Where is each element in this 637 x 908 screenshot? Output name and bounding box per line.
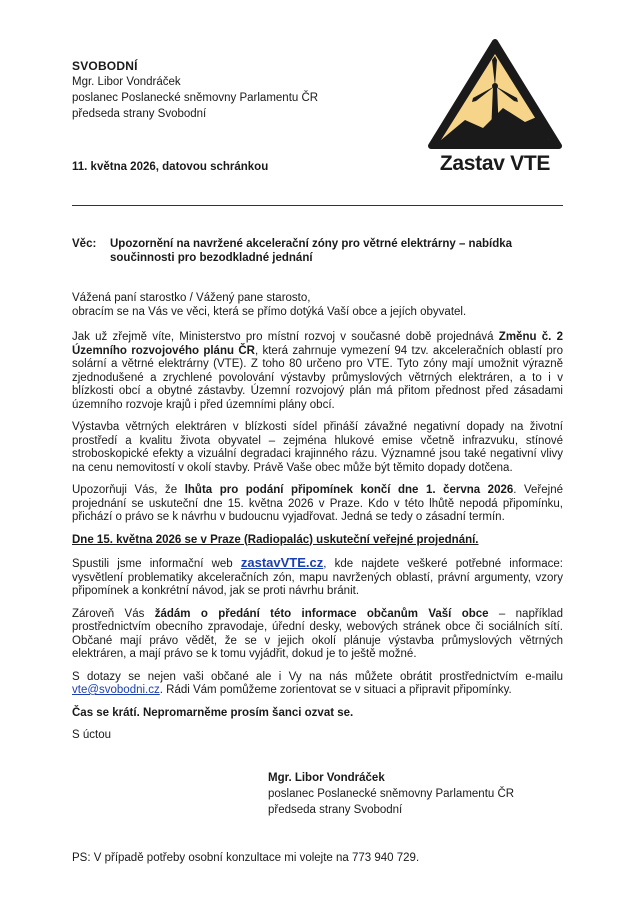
website-link[interactable]: zastavVTE.cz	[240, 555, 324, 570]
sender-name: Mgr. Libor Vondráček	[72, 76, 181, 88]
p1-bold: Změnu č. 2 Územního rozvojového plánu ČR	[72, 331, 563, 357]
p3-bold: lhůta pro podání připomínek končí dne 1. června 2026	[184, 484, 514, 496]
greeting	[72, 292, 563, 319]
p1-text-c: , která zahrnuje vymezení 94 tzv. akceleračních oblastí pro solární a větrné elektrárny (VTE). Z toho 80 určeno pro VTE. Tyto zóny mají umožnit výrazně zjednodušené a zrychlené povolování výstavby průmyslových větrných elektráren, a to i v blízkosti obcí a obytné zástavby. Územní rozvojový plán má přitom přednost před zásadami územního rozvoje krajů i před územními plány obcí.	[72, 344, 563, 411]
p6-bold: žádám o předání této informace občanům Vaší obce	[154, 607, 489, 620]
p4-underlined: Dne 15. května 2026 se v Praze (Radiopalác) uskuteční veřejné projednání.	[72, 533, 479, 546]
greeting-line-1: Vážená paní starostko / Vážený pane starosto,	[72, 292, 311, 304]
wind-turbine-warning-icon	[425, 36, 565, 154]
paragraph-6	[72, 608, 563, 662]
party-name: SVOBODNÍ	[72, 59, 138, 73]
signature-name: Mgr. Libor Vondráček	[268, 772, 385, 784]
sender-role-2: předseda strany Svobodní	[72, 108, 207, 120]
p3-text-c: . Veřejné projednání se uskuteční dne 15. května 2026 v Praze. Kdo v této lhůtě nepodá připomínku, přichází o právo se k návrhu v budoucnu vyjadřovat. Jedná se tedy o zásadní termín.	[72, 484, 564, 523]
sender-role-1: poslanec Poslanecké sněmovny Parlamentu ČR	[72, 92, 319, 104]
postscript: PS: V případě potřeby osobní konzultace mi volejte na 773 940 729.	[72, 852, 420, 864]
p3-text-a: Upozorňuji Vás, že	[72, 484, 185, 496]
sender-header	[72, 58, 318, 122]
paragraph-3	[72, 484, 563, 525]
paragraph-7	[72, 671, 563, 698]
closing: S úctou	[72, 729, 111, 741]
paragraph-4	[72, 534, 563, 548]
p6-text-c: – například prostřednictvím obecního zpravodaje, úřední desky, webových stránek obce či sociálních sítí. Občané mají právo vědět, že se v jejich okolí plánuje výstavba průmyslových větrných elektráren, a mají právo se k tomu vyjádřit, dokud je to ještě možné.	[72, 607, 563, 660]
subject-text: Upozornění na navržené akcelerační zóny pro větrné elektrárny – nabídka součinnosti pro bezodkladné jednání	[110, 238, 513, 264]
paragraph-8	[72, 707, 563, 721]
logo-text: Zastav VTE	[439, 152, 551, 175]
signature-role-1: poslanec Poslanecké sněmovny Parlamentu ČR	[268, 788, 515, 800]
p1-text-a: Jak už zřejmě víte, Ministerstvo pro místní rozvoj v současné době projednává	[72, 331, 499, 343]
subject-line	[72, 237, 563, 265]
signature-role-2: předseda strany Svobodní	[268, 804, 403, 816]
zastav-vte-logo	[425, 36, 565, 181]
p5-text-a: Spustili jsme informační web	[72, 558, 241, 570]
letter-date: 11. května 2026, datovou schránkou	[72, 161, 269, 173]
p5-text-c: , kde najdete veškeré potřebné informace: vysvětlení problematiky akceleračních zón, mapu navržených oblastí, právní argumenty, vzory připomínek a konkrétní návod, jak se proti návrhu bránit.	[72, 558, 563, 597]
paragraph-1	[72, 331, 563, 412]
p7-text-c: . Rádi Vám pomůžeme zorientovat se v situaci a připravit připomínky.	[159, 684, 512, 696]
greeting-line-2: obracím se na Vás ve věci, která se přímo dotýká Vaší obce a jejích obyvatel.	[72, 305, 467, 318]
email-link[interactable]: vte@svobodni.cz	[72, 684, 160, 696]
signature-block	[268, 770, 514, 818]
header-divider	[72, 205, 563, 206]
paragraph-5	[72, 556, 563, 599]
subject-label: Věc:	[72, 238, 97, 250]
letter-body	[72, 292, 563, 752]
p6-text-a: Zároveň Vás	[72, 607, 155, 620]
paragraph-2: Výstavba větrných elektráren v blízkosti sídel přináší závažné negativní dopady na životní prostředí a kvalitu života obyvatel – zejména hlukové emise včetně infrazvuku, stínové stroboskopické efekty a vizuální degradaci krajinného rázu. Významné jsou také negativní vlivy na cenu nemovitostí v okolí stavby. Právě Vaše obec může být těmito dopady dotčena.	[72, 421, 563, 474]
p7-text-a: S dotazy se nejen vaši občané ale i Vy na nás můžete obrátit prostřednictvím e-mailu	[72, 670, 563, 683]
p8-bold: Čas se krátí. Nepromarněme prosím šanci ozvat se.	[72, 706, 354, 719]
